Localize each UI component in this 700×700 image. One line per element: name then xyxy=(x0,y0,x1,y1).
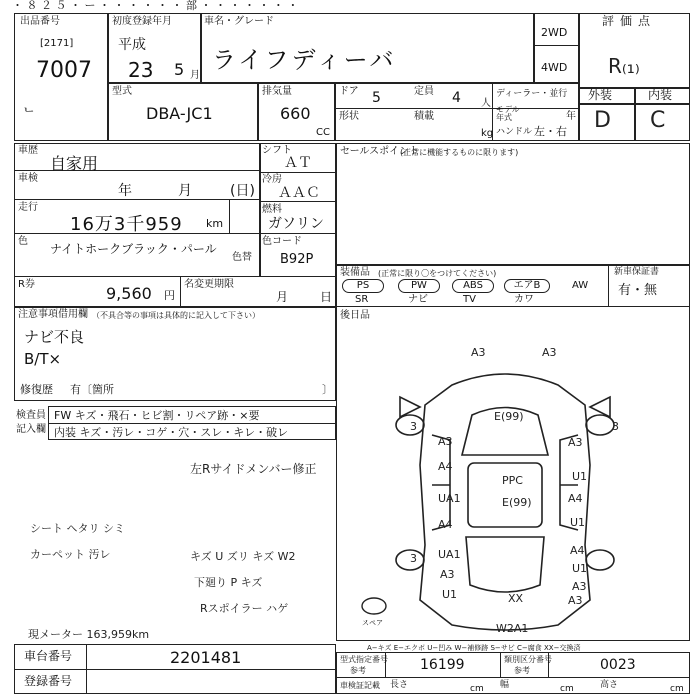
int-grade: C xyxy=(650,108,666,133)
ext-label: 外装 xyxy=(588,88,613,102)
damage-mark: U1 xyxy=(442,588,458,601)
reg-number-label: 登録番号 xyxy=(24,674,73,688)
damage-mark: A3 xyxy=(572,580,587,593)
equip-pw: PW xyxy=(398,279,440,293)
model: DBA-JC1 xyxy=(146,104,213,123)
hw-note-1: 左Rサイドメンバー修正 xyxy=(190,462,317,476)
equip-leather: カワ xyxy=(514,294,534,305)
damage-mark: A3 xyxy=(542,346,557,359)
km-unit: km xyxy=(206,217,224,230)
hw-note-3: カーペット 汚レ xyxy=(30,548,111,561)
damage-mark: UA1 xyxy=(438,548,461,561)
repair: 有〔箇所 xyxy=(70,383,114,396)
damage-mark: 3 xyxy=(410,552,417,565)
score-handwritten: R₍₁₎ xyxy=(608,54,640,78)
score-label: 評価点 xyxy=(602,14,657,28)
kg-unit: kg xyxy=(481,128,494,139)
reg-month: 5 xyxy=(174,60,185,79)
ac: ＡＡＣ xyxy=(278,185,320,201)
equip-airbag: エアB xyxy=(504,279,550,293)
reg-label: 初度登録年月 xyxy=(112,16,172,27)
damage-mark: A3 xyxy=(568,594,583,607)
inspection-row1: FW キズ・飛石・ヒビ割・リペア跡・×要 xyxy=(54,409,260,422)
car-diagram xyxy=(380,345,630,635)
equip-navi: ナビ xyxy=(408,294,428,305)
addr-day: 日 xyxy=(320,290,333,304)
recycle-label: R券 xyxy=(18,279,35,290)
fuel-label: 燃料 xyxy=(262,204,282,215)
recycle: 9,560 xyxy=(106,284,152,303)
month-unit: 月 xyxy=(190,70,200,81)
type-label: 型式指定番号 xyxy=(340,655,388,664)
shaken-month: 月 xyxy=(178,183,192,199)
newcar-value: 有・無 xyxy=(618,283,658,298)
handle-label: ハンドル xyxy=(496,127,533,137)
equip-label: 装備品 xyxy=(340,267,370,278)
newcar-label: 新車保証書 xyxy=(614,267,660,277)
shaken-year: 年 xyxy=(118,183,132,199)
history-label: 車歴 xyxy=(18,145,38,156)
damage-mark: U1 xyxy=(572,470,588,483)
color-label: 色 xyxy=(18,236,28,247)
dims-label: 車検証記載 xyxy=(340,681,380,690)
repair-label: 修復歴 xyxy=(20,383,53,396)
cc-unit: CC xyxy=(316,127,330,138)
drive-4wd: 4WD xyxy=(541,61,568,74)
class-label: 類別区分番号 xyxy=(504,655,552,664)
shaken-label: 車検 xyxy=(18,173,38,184)
capacity: 4 xyxy=(452,90,461,106)
damage-mark: E(99) xyxy=(502,496,532,509)
history: 自家用 xyxy=(50,154,99,173)
name-label: 車名・グレード xyxy=(204,16,274,27)
era: 平成 xyxy=(118,37,146,53)
door-label: ドア xyxy=(339,86,359,97)
shaken-day: (日) xyxy=(230,183,255,199)
damage-legend: A−キズ E−エクボ U−凹み W−補修跡 S−サビ C−腐食 XX−交換済 xyxy=(367,644,581,652)
equip-aw: AW xyxy=(572,280,589,291)
dealer-label: ディーラー・並行 xyxy=(496,89,568,99)
damage-mark: A3 xyxy=(471,346,486,359)
hw-note-6: Rスポイラー ハゲ xyxy=(200,602,289,615)
mileage: 16万3千959 xyxy=(70,214,183,235)
person-unit: 人 xyxy=(481,98,491,109)
damage-mark: U1 xyxy=(570,516,586,529)
hw-note-5: 下廻り P キズ xyxy=(194,576,263,589)
spare-tire-icon xyxy=(360,596,388,616)
damage-mark: 3 xyxy=(612,420,619,433)
model-label: 型式 xyxy=(112,86,132,97)
notes-line2: B/T× xyxy=(24,350,62,368)
damage-mark: XX xyxy=(508,592,524,605)
class-number: 0023 xyxy=(600,657,636,673)
color: ナイトホークブラック・パール xyxy=(50,242,217,256)
equip-ps: PS xyxy=(342,279,384,293)
damage-mark: E(99) xyxy=(494,410,524,423)
selling-sub: (正常に機能するものに限ります) xyxy=(400,148,519,157)
addr-label: 名変更期限 xyxy=(184,279,234,290)
displacement: 660 xyxy=(280,104,311,123)
hw-note-2: シート ヘタリ シミ xyxy=(30,522,125,535)
chassis-number: 2201481 xyxy=(170,648,242,667)
addr-month: 月 xyxy=(276,290,289,304)
damage-mark: 3 xyxy=(410,420,417,433)
equip-sr: SR xyxy=(355,294,369,305)
notes-sub: （不具合等の事項は具体的に記入して下さい） xyxy=(92,311,260,320)
spare-label: スペア xyxy=(362,619,383,627)
damage-mark: A3 xyxy=(568,436,583,449)
damage-mark: W2A1 xyxy=(496,622,529,635)
damage-mark: A3 xyxy=(438,435,453,448)
car-name: ライフディーバ xyxy=(212,46,397,74)
notes-line1: ナビ不良 xyxy=(24,328,85,346)
equip-sub: (正常に限り〇をつけてください) xyxy=(378,269,497,278)
damage-mark: PPC xyxy=(502,474,523,487)
colorcode-label: 色コード xyxy=(262,236,302,247)
int-label: 内装 xyxy=(648,88,673,102)
selling-label: セールスポイント xyxy=(340,146,420,157)
ac-label: 冷房 xyxy=(262,174,282,185)
damage-mark: UA1 xyxy=(438,492,461,505)
exhibit-number: 7007 xyxy=(36,58,92,83)
equip-tv: TV xyxy=(463,294,476,305)
damage-mark: A4 xyxy=(438,460,453,473)
colorchg-label: 色替 xyxy=(232,252,252,263)
scribble: ᄂ xyxy=(22,107,36,123)
colorcode: B92P xyxy=(280,252,314,267)
yen-unit: 円 xyxy=(164,289,175,302)
damage-mark: A4 xyxy=(568,492,583,505)
inspection-row2: 内装 キズ・汚レ・コゲ・穴・スレ・キレ・破レ xyxy=(54,426,289,439)
disp-label: 排気量 xyxy=(262,86,292,97)
reg-year: 23 xyxy=(128,58,154,82)
cap-label: 定員 xyxy=(414,86,434,97)
handle-value: 左・右 xyxy=(534,125,567,138)
mileage-label: 走行 xyxy=(18,202,38,213)
damage-mark: A4 xyxy=(438,518,453,531)
shift-label: シフト xyxy=(262,145,292,156)
ext-grade: D xyxy=(594,108,611,133)
damage-mark: A4 xyxy=(570,544,585,557)
exhibit-label: 出品番号 xyxy=(20,16,60,27)
damage-mark: A3 xyxy=(440,568,455,581)
model-year-label: モデル 年式 xyxy=(496,105,520,122)
shift: ＡＴ xyxy=(284,155,312,171)
equip-abs: ABS xyxy=(452,279,494,293)
notes-label: 注意事項借用欄 xyxy=(18,309,88,320)
doors: 5 xyxy=(372,90,381,106)
hw-note-4: キズ U ズリ キズ W2 xyxy=(190,550,296,563)
type-number: 16199 xyxy=(420,657,465,673)
year-unit: 年 xyxy=(566,111,576,122)
load-label: 積載 xyxy=(414,111,434,122)
shape-label: 形状 xyxy=(339,111,359,122)
fuel: ガソリン xyxy=(268,216,324,232)
header-strip: ・ ８ ２ ５ ・ ー ・ ・ ・ ・ ・ ・ 部 ・ ・ ・ ・ ・ ・ ・ xyxy=(12,0,299,12)
drive-2wd: 2WD xyxy=(541,26,568,39)
exhibit-code: [2171] xyxy=(40,38,74,49)
chassis-label: 車台番号 xyxy=(24,649,73,663)
back-label: 後日品 xyxy=(340,310,370,321)
hw-note-7: 現メーター 163,959km xyxy=(28,628,150,641)
inspection-label: 検査員 xyxy=(16,410,46,421)
notes-block xyxy=(14,307,336,401)
damage-mark: U1 xyxy=(572,562,588,575)
selling-block xyxy=(336,143,690,265)
